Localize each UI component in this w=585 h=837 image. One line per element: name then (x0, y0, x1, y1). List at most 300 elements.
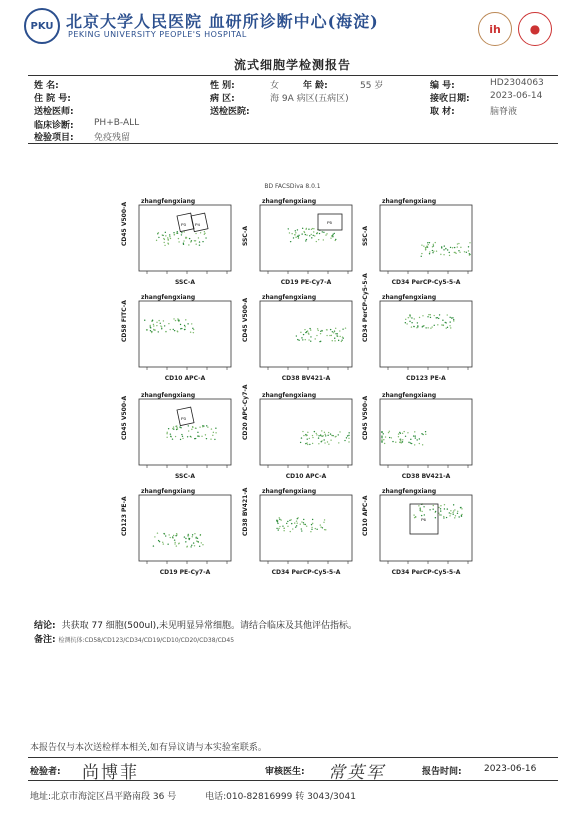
plot-frame (260, 399, 352, 465)
event-dot (469, 242, 470, 243)
reviewer-signature: 常英军 (328, 763, 385, 783)
event-dot (410, 439, 411, 440)
event-dot (423, 245, 424, 246)
address-text: 地址:北京市海淀区昌平路南段 36 号 (30, 792, 177, 802)
event-dot (419, 317, 420, 318)
y-axis-label: CD45 V500-A (121, 201, 128, 246)
event-dot (202, 544, 203, 545)
event-dot (277, 521, 278, 522)
event-dot (174, 234, 175, 235)
event-dot (292, 528, 293, 529)
event-dot (452, 514, 453, 515)
event-dot (201, 542, 202, 543)
report-title: 流式细胞学检测报告 (233, 58, 351, 72)
event-dot (435, 517, 436, 518)
x-axis-label: CD10 APC-A (285, 473, 327, 480)
flow-plot-panel (121, 294, 233, 382)
event-dot (288, 228, 289, 229)
event-dot (287, 521, 288, 522)
event-dot (170, 329, 171, 330)
event-dot (427, 327, 428, 328)
event-dot (188, 430, 189, 431)
event-dot (278, 529, 279, 530)
event-dot (202, 241, 203, 242)
event-dot (198, 237, 199, 238)
event-dot (441, 324, 442, 325)
event-dot (389, 431, 390, 432)
event-dot (197, 435, 198, 436)
event-dot (154, 329, 155, 330)
event-dot (318, 437, 319, 438)
event-dot (177, 233, 178, 234)
event-dot (317, 232, 318, 233)
event-dot (455, 515, 456, 516)
event-dot (444, 508, 445, 509)
event-dot (320, 524, 321, 525)
event-dot (312, 228, 313, 229)
event-dot (175, 320, 176, 321)
event-dot (144, 320, 145, 321)
diagnosis-label: 临床诊断: (34, 121, 74, 131)
event-dot (302, 339, 303, 340)
event-dot (174, 542, 175, 543)
event-dot (193, 542, 194, 543)
plot-user-label: zhangfengxiang (141, 392, 196, 399)
event-dot (454, 509, 455, 510)
event-dot (449, 255, 450, 256)
plot-frame (260, 205, 352, 271)
event-dot (170, 433, 171, 434)
event-dot (320, 341, 321, 342)
event-dot (309, 444, 310, 445)
y-axis-label: SSC-A (362, 225, 369, 246)
event-dot (173, 429, 174, 430)
event-dot (452, 247, 453, 248)
event-dot (276, 520, 277, 521)
event-dot (188, 244, 189, 245)
report-header (0, 0, 585, 50)
event-dot (454, 517, 455, 518)
test-item-value: 免疫残留 (94, 133, 131, 143)
event-dot (197, 432, 198, 433)
event-dot (409, 321, 410, 322)
event-dot (212, 435, 213, 436)
event-dot (449, 252, 450, 253)
plot-user-label: zhangfengxiang (382, 198, 437, 205)
event-dot (306, 526, 307, 527)
event-dot (336, 335, 337, 336)
blood-drop-logo: ● (518, 12, 552, 46)
event-dot (384, 443, 385, 444)
reviewer-label: 审核医生: (265, 767, 305, 777)
event-dot (322, 435, 323, 436)
event-dot (184, 536, 185, 537)
event-dot (310, 329, 311, 330)
event-dot (199, 244, 200, 245)
event-dot (403, 431, 404, 432)
event-dot (185, 538, 186, 539)
event-dot (307, 330, 308, 331)
event-dot (419, 438, 420, 439)
event-dot (196, 540, 197, 541)
event-dot (408, 317, 409, 318)
event-dot (457, 246, 458, 247)
event-dot (200, 232, 201, 233)
event-dot (319, 233, 320, 234)
event-dot (205, 237, 206, 238)
event-dot (332, 234, 333, 235)
event-dot (311, 527, 312, 528)
event-dot (415, 437, 416, 438)
event-dot (344, 440, 345, 441)
plot-frame (139, 301, 231, 367)
event-dot (338, 434, 339, 435)
event-dot (425, 431, 426, 432)
event-dot (308, 332, 309, 333)
x-axis-label: CD34 PerCP-Cy5-5-A (271, 569, 341, 576)
event-dot (383, 433, 384, 434)
scatter-plot (137, 204, 233, 276)
x-axis-label: SSC-A (174, 279, 196, 286)
event-dot (211, 428, 212, 429)
event-dot (332, 435, 333, 436)
event-dot (279, 517, 280, 518)
event-dot (422, 444, 423, 445)
event-dot (185, 319, 186, 320)
event-dot (159, 541, 160, 542)
scatter-plot (258, 204, 354, 276)
event-dot (326, 329, 327, 330)
plot-user-label: zhangfengxiang (141, 488, 196, 495)
event-dot (324, 432, 325, 433)
event-dot (447, 249, 448, 250)
event-dot (447, 314, 448, 315)
y-axis-label: CD45 V500-A (242, 297, 249, 342)
event-dot (459, 252, 460, 253)
event-dot (172, 438, 173, 439)
event-dot (158, 540, 159, 541)
event-dot (294, 234, 295, 235)
event-dot (289, 232, 290, 233)
event-dot (310, 531, 311, 532)
event-dot (410, 442, 411, 443)
event-dot (165, 535, 166, 536)
gate-label: P3 (181, 416, 186, 421)
event-dot (322, 231, 323, 232)
y-axis-label: CD38 BV421-A (242, 487, 249, 536)
event-dot (433, 505, 434, 506)
event-dot (453, 320, 454, 321)
event-dot (162, 235, 163, 236)
plot-frame (260, 301, 352, 367)
event-dot (294, 522, 295, 523)
event-dot (421, 244, 422, 245)
event-dot (290, 519, 291, 520)
event-dot (440, 514, 441, 515)
event-dot (192, 427, 193, 428)
id-label: 编 号: (430, 81, 455, 91)
event-dot (173, 329, 174, 330)
event-dot (405, 322, 406, 323)
age-label: 年 龄: (303, 81, 328, 91)
event-dot (461, 514, 462, 515)
flow-plot-panel (362, 392, 474, 480)
event-dot (460, 507, 461, 508)
event-dot (449, 317, 450, 318)
event-dot (176, 533, 177, 534)
event-dot (342, 336, 343, 337)
event-dot (204, 231, 205, 232)
name-label: 姓 名: (34, 81, 59, 91)
event-dot (302, 228, 303, 229)
event-dot (318, 435, 319, 436)
event-dot (330, 439, 331, 440)
event-dot (325, 434, 326, 435)
age-value: 55 岁 (360, 81, 384, 91)
event-dot (147, 329, 148, 330)
event-dot (447, 508, 448, 509)
event-dot (348, 438, 349, 439)
event-dot (450, 513, 451, 514)
event-dot (323, 239, 324, 240)
event-dot (440, 510, 441, 511)
event-dot (323, 232, 324, 233)
event-dot (341, 341, 342, 342)
event-dot (446, 517, 447, 518)
event-dot (409, 315, 410, 316)
report-date-value: 2023-06-16 (484, 764, 537, 774)
event-dot (405, 436, 406, 437)
event-dot (444, 504, 445, 505)
event-dot (452, 317, 453, 318)
event-dot (330, 237, 331, 238)
event-dot (172, 536, 173, 537)
event-dot (187, 436, 188, 437)
event-dot (296, 335, 297, 336)
event-dot (334, 338, 335, 339)
event-dot (298, 340, 299, 341)
event-dot (175, 535, 176, 536)
event-dot (165, 232, 166, 233)
event-dot (301, 437, 302, 438)
event-dot (173, 318, 174, 319)
event-dot (307, 432, 308, 433)
event-dot (421, 253, 422, 254)
event-dot (347, 435, 348, 436)
event-dot (183, 244, 184, 245)
event-dot (191, 240, 192, 241)
plot-frame (380, 495, 472, 561)
event-dot (214, 439, 215, 440)
event-dot (312, 443, 313, 444)
event-dot (180, 439, 181, 440)
event-dot (392, 441, 393, 442)
scatter-plot (137, 300, 233, 372)
event-dot (297, 523, 298, 524)
event-dot (210, 438, 211, 439)
event-dot (177, 330, 178, 331)
y-axis-label: CD58 FITC-A (121, 300, 128, 342)
event-dot (199, 426, 200, 427)
scatter-plot (258, 398, 354, 470)
event-dot (433, 244, 434, 245)
event-dot (415, 516, 416, 517)
diagnosis-value: PH+B-ALL (94, 118, 140, 128)
event-dot (440, 508, 441, 509)
event-dot (177, 231, 178, 232)
event-dot (178, 320, 179, 321)
event-dot (445, 322, 446, 323)
event-dot (332, 340, 333, 341)
event-dot (429, 509, 430, 510)
event-dot (425, 249, 426, 250)
event-dot (411, 317, 412, 318)
event-dot (324, 442, 325, 443)
event-dot (311, 524, 312, 525)
event-dot (163, 320, 164, 321)
event-dot (333, 332, 334, 333)
event-dot (298, 235, 299, 236)
event-dot (430, 328, 431, 329)
event-dot (323, 439, 324, 440)
disclaimer: 本报告仅与本次送检样本相关,如有异议请与本实验室联系。 (30, 743, 267, 753)
event-dot (443, 325, 444, 326)
event-dot (153, 325, 154, 326)
plot-frame (260, 495, 352, 561)
event-dot (295, 526, 296, 527)
event-dot (313, 231, 314, 232)
plot-user-label: zhangfengxiang (262, 392, 317, 399)
event-dot (313, 228, 314, 229)
event-dot (184, 231, 185, 232)
event-dot (405, 319, 406, 320)
event-dot (295, 232, 296, 233)
phone-text: 电话:010-82816999 转 3043/3041 (205, 792, 356, 802)
event-dot (303, 334, 304, 335)
plot-frame (380, 301, 472, 367)
event-dot (430, 317, 431, 318)
plot-user-label: zhangfengxiang (382, 488, 437, 495)
plot-user-label: zhangfengxiang (382, 294, 437, 301)
event-dot (191, 545, 192, 546)
event-dot (180, 324, 181, 325)
event-dot (316, 434, 317, 435)
event-dot (305, 229, 306, 230)
event-dot (304, 329, 305, 330)
event-dot (323, 522, 324, 523)
event-dot (389, 437, 390, 438)
event-dot (427, 242, 428, 243)
event-dot (195, 233, 196, 234)
event-dot (438, 507, 439, 508)
event-dot (453, 504, 454, 505)
event-dot (402, 441, 403, 442)
recv-label: 接收日期: (430, 94, 470, 104)
event-dot (381, 432, 382, 433)
event-dot (420, 510, 421, 511)
event-dot (176, 425, 177, 426)
event-dot (330, 329, 331, 330)
event-dot (440, 254, 441, 255)
event-dot (300, 442, 301, 443)
event-dot (316, 433, 317, 434)
event-dot (339, 336, 340, 337)
event-dot (408, 442, 409, 443)
event-dot (414, 318, 415, 319)
institute-logo: ih (478, 12, 512, 46)
event-dot (411, 326, 412, 327)
event-dot (318, 443, 319, 444)
event-dot (413, 326, 414, 327)
event-dot (413, 435, 414, 436)
plot-user-label: zhangfengxiang (262, 198, 317, 205)
event-dot (402, 433, 403, 434)
event-dot (165, 235, 166, 236)
x-axis-label: CD34 PerCP-Cy5-5-A (391, 569, 461, 576)
event-dot (301, 233, 302, 234)
event-dot (427, 316, 428, 317)
test-item-label: 检验项目: (34, 133, 74, 143)
event-dot (158, 320, 159, 321)
event-dot (157, 532, 158, 533)
event-dot (151, 332, 152, 333)
id-value: HD2304063 (490, 78, 544, 88)
event-dot (215, 432, 216, 433)
event-dot (152, 320, 153, 321)
event-dot (311, 529, 312, 530)
event-dot (190, 436, 191, 437)
event-dot (311, 237, 312, 238)
event-dot (434, 315, 435, 316)
ward-value: 海 9A 病区(五病区) (270, 94, 349, 104)
event-dot (305, 339, 306, 340)
event-dot (170, 537, 171, 538)
event-dot (186, 546, 187, 547)
event-dot (321, 430, 322, 431)
y-axis-label: CD20 APC-Cy7-A (242, 384, 249, 440)
event-dot (283, 528, 284, 529)
event-dot (173, 232, 174, 233)
event-dot (335, 239, 336, 240)
event-dot (276, 528, 277, 529)
event-dot (170, 436, 171, 437)
event-dot (421, 256, 422, 257)
recv-value: 2023-06-14 (490, 91, 543, 101)
event-dot (327, 435, 328, 436)
event-dot (181, 232, 182, 233)
event-dot (177, 318, 178, 319)
event-dot (468, 250, 469, 251)
event-dot (158, 232, 159, 233)
event-dot (303, 524, 304, 525)
event-dot (449, 321, 450, 322)
event-dot (178, 543, 179, 544)
sex-value: 女 (270, 81, 280, 91)
event-dot (422, 315, 423, 316)
event-dot (197, 538, 198, 539)
event-dot (440, 505, 441, 506)
scatter-plot (258, 494, 354, 566)
event-dot (429, 242, 430, 243)
event-dot (332, 331, 333, 332)
event-dot (438, 318, 439, 319)
event-dot (450, 510, 451, 511)
plot-frame (139, 399, 231, 465)
event-dot (420, 508, 421, 509)
event-dot (395, 442, 396, 443)
event-dot (190, 332, 191, 333)
event-dot (422, 434, 423, 435)
